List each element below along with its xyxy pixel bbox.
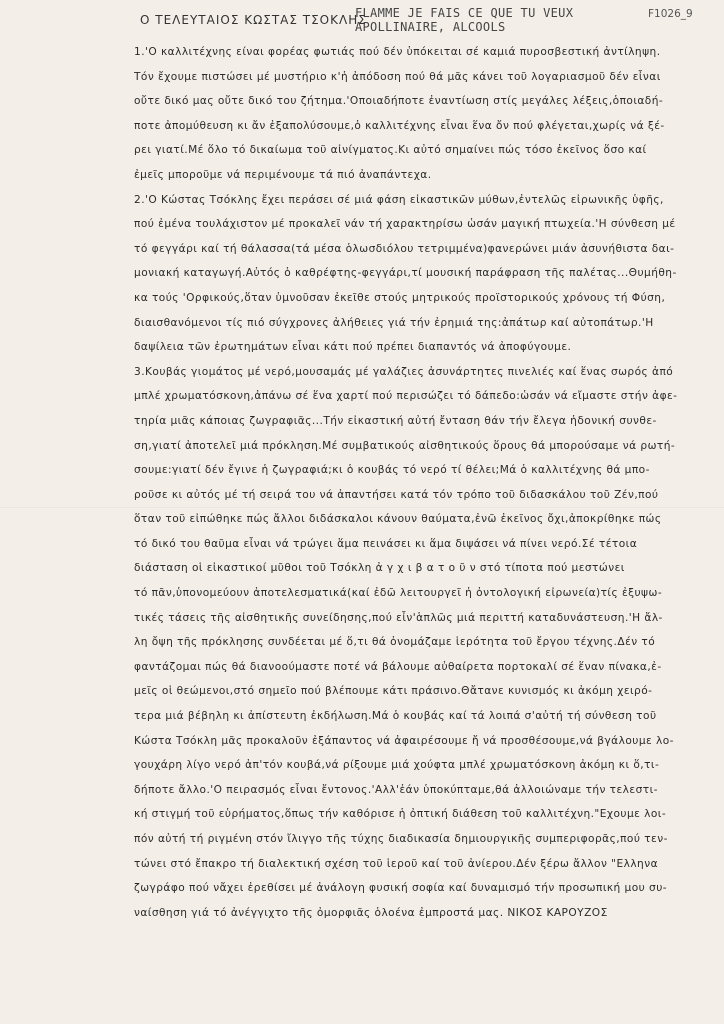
- text-line: τηρία μιᾶς κάποιας ζωγραφιᾶς...Τήν εἰκαστική αὐτή ἔνταση θάν τήν ἔλεγα ἡδονική συνθε-: [134, 414, 657, 427]
- document-reference: F1026_9: [648, 8, 693, 20]
- text-line: διάσταση οἱ εἰκαστικοί μῦθοι τοῦ Τσόκλη ἀ γ χ ι β α τ ο ῦ ν στό τίποτα πού μεστώνει: [134, 562, 625, 575]
- text-line: ὅταν τοῦ εἰπώθηκε πώς ἄλλοι διδάσκαλοι κάνουν θαύματα,ἐνῶ ἐκεῖνος ὄχι,ἀποκρίθηκε πώς: [134, 513, 662, 526]
- text-line: τικές τάσεις τῆς αἰσθητικῆς συνείδησης,πού εἶν'ἁπλῶς μιά περιττή καταδυνάστευση.'Η ἄλ-: [134, 611, 663, 624]
- text-line: μεῖς οἱ θεώμενοι,στό σημεῖο πού βλέπουμε κάτι πράσινο.Θἄτανε κυνισμός κι ἀκόμη χειρό-: [134, 685, 653, 698]
- text-line: πού ἐμένα τουλάχιστον μέ προκαλεῖ νάν τή χαρακτηρίσω ὡσάν μαγική πτωχεία.'Η σύνθεση μέ: [134, 218, 676, 231]
- text-line: τό φεγγάρι καί τή θάλασσα(τά μέσα ὁλωσδιόλου τετριμμένα)φανερώνει μιάν ἀσυνήθιστα δαι-: [134, 242, 675, 255]
- text-line: Τόν ἔχουμε πιστώσει μέ μυστήριο κ'ἡ ἀπόδοση πού θά μᾶς κάνει τοῦ λογαριασμοῦ δέν εἶναι: [134, 70, 661, 83]
- text-line: ναίσθηση γιά τό ἀνέγγιχτο τῆς ὀμορφιᾶς ὁλοένα ἐμπροστά μας. ΝΙΚΟΣ ΚΑΡΟΥΖΟΣ: [134, 906, 608, 919]
- text-line: ζωγράφο πού νἄχει ἐρεθίσει μέ ἀνάλογη φυσική σοφία καί δυναμισμό τήν προσωπική μου συ-: [134, 882, 668, 895]
- text-line: ρει γιατί.Μέ ὅλο τό δικαίωμα τοῦ αἰνίγματος.Κι αὐτό σημαίνει πώς τόσο ἐκεῖνος ὅσο καί: [134, 144, 647, 157]
- text-line: φαντάζομαι πώς θά διανοούμαστε ποτέ νά βάλουμε αὐθαίρετα πορτοκαλί σέ ἕναν πίνακα,ἐ-: [134, 660, 662, 673]
- document-title: Ο ΤΕΛΕΥΤΑΙΟΣ ΚΩΣΤΑΣ ΤΣΟΚΛΗΣ: [140, 13, 367, 27]
- text-line: λη ὄψη τῆς πρόκλησης συνδέεται μέ ὅ,τι θά ὀνομάζαμε ἱερότητα τοῦ ἔργου τέχνης.Δέν τό: [134, 636, 656, 649]
- document-body: [134, 40, 694, 925]
- epigraph-source: APOLLINAIRE, ALCOOLS: [355, 20, 506, 34]
- text-line: τό δικό του θαῦμα εἶναι νά τρώγει ἅμα πεινάσει κι ἅμα διψάσει νά πίνει νερό.Σέ τέτοια: [134, 537, 638, 550]
- text-line: τώνει στό ἔπακρο τή διαλεκτική σχέση τοῦ ἱεροῦ καί τοῦ ἀνίερου.Δέν ξέρω ἄλλον "Ελληνα: [134, 857, 659, 870]
- text-line: ση,γιατί ἀποτελεῖ μιά πρόκληση.Μέ συμβατικούς αἰσθητικούς ὅρους θά μπορούσαμε νά ρωτή-: [134, 439, 676, 452]
- text-line: μονιακή καταγωγή.Αὐτός ὁ καθρέφτης-φεγγάρι,τί μουσική παράφραση τῆς παλέτας...Θυμήθη-: [134, 267, 677, 280]
- text-line: ροῦσε κι αὐτός μέ τή σειρά του νά ἀπαντήσει κατά τόν τρόπο τοῦ διδασκάλου τοῦ Ζέν,πού: [134, 488, 659, 501]
- text-line: γουχάρη λίγο νερό ἀπ'τόν κουβά,νά ρίξουμε μιά χούφτα μπλέ χρωματόσκονη ἀκόμη κι ὅ,τι-: [134, 759, 660, 772]
- text-line: κα τούς 'Ορφικούς,ὅταν ὑμνοῦσαν ἐκεῖθε στούς μητρικούς προϊστορικούς χρόνους τή Φύση,: [134, 291, 666, 304]
- text-line: πόν αὐτή τή ριγμένη στόν ἴλιγγο τῆς τύχης διαδικασία δημιουργικῆς συμπεριφορᾶς,πού τεν-: [134, 833, 668, 845]
- text-line: 1.'Ο καλλιτέχνης είναι φορέας φωτιάς πού δέν ὑπόκειται σέ καμιά πυροσβεστική ἀντίληψη.: [134, 46, 661, 58]
- text-line: ἐμεῖς μποροῦμε νά περιμένουμε τά πιό ἀναπάντεχα.: [134, 168, 432, 181]
- text-line: οὔτε δικό μας οὔτε δικό του ζήτημα.'Οποιαδήποτε ἐναντίωση στίς μεγάλες λέξεις,ὁποιαδή-: [134, 95, 664, 108]
- epigraph-quote: FLAMME JE FAIS CE QUE TU VEUX: [355, 6, 574, 20]
- text-line: Κώστα Τσόκλη μᾶς προκαλοῦν ἐξάπαντος νά ἀφαιρέσουμε ἤ νά προσθέσουμε,νά βγάλουμε λο-: [134, 734, 674, 747]
- epigraph: [355, 6, 573, 34]
- text-line: δαψίλεια τῶν ἐρωτημάτων εἶναι κάτι πού πρέπει διαπαντός νά ἀποφύγουμε.: [134, 341, 572, 354]
- text-line: ποτε ἀπομύθευση κι ἄν ἐξαπολύσουμε,ὁ καλλιτέχνης εἶναι ἕνα ὄν πού φλέγεται,χωρίς νά ξέ-: [134, 119, 665, 132]
- text-line: μπλέ χρωματόσκονη,ἀπάνω σέ ἕνα χαρτί πού περισώζει τό δάπεδο:ὡσάν νά εἴμαστε στήν ἀφε-: [134, 390, 678, 403]
- text-line: 3.Κουβάς γιομάτος μέ νερό,μουσαμάς μέ γαλάζιες ἀσυνάρτητες πινελιές καί ἕνας σωρός ἀπό: [134, 365, 674, 378]
- text-line: κή στιγμή τοῦ εὑρήματος,ὅπως τήν καθόρισε ἡ ὀπτική διάθεση τοῦ καλλιτέχνη."Εχουμε λοι-: [134, 808, 667, 821]
- text-line: τό πᾶν,ὑπονομεύουν ἀποτελεσματικά(καί ἐδῶ λειτουργεῖ ἡ ὀντολογική εἰρωνεία)τίς ἐξυψω-: [134, 587, 663, 600]
- text-line: δήποτε ἄλλο.'Ο πειρασμός εἶναι ἔντονος.'Αλλ'ἐάν ὑποκύπταμε,θά ἀλλοιώναμε τήν τελεστι-: [134, 783, 658, 796]
- text-line: διαισθανόμενοι τίς πιό σύγχρονες ἀλήθειες γιά τήν ἐρημιά της:ἀπάτωρ καί αὐτοπάτωρ.'Η: [134, 316, 654, 329]
- text-line: τερα μιά βέβηλη κι ἀπίστευτη ἐκδήλωση.Μά ὁ κουβάς καί τά λοιπά σ'αὐτή τή σύνθεση τοῦ: [134, 710, 657, 723]
- text-line: 2.'Ο Κώστας Τσόκλης ἔχει περάσει σέ μιά φάση εἰκαστικῶν μύθων,ἐντελῶς εἰρωνικῆς ὑφῆς,: [134, 193, 664, 206]
- text-line: σουμε:γιατί δέν ἔγινε ἡ ζωγραφιά;κι ὁ κουβάς τό νερό τί θέλει;Μά ὁ καλλιτέχνης θά μπο-: [134, 464, 650, 477]
